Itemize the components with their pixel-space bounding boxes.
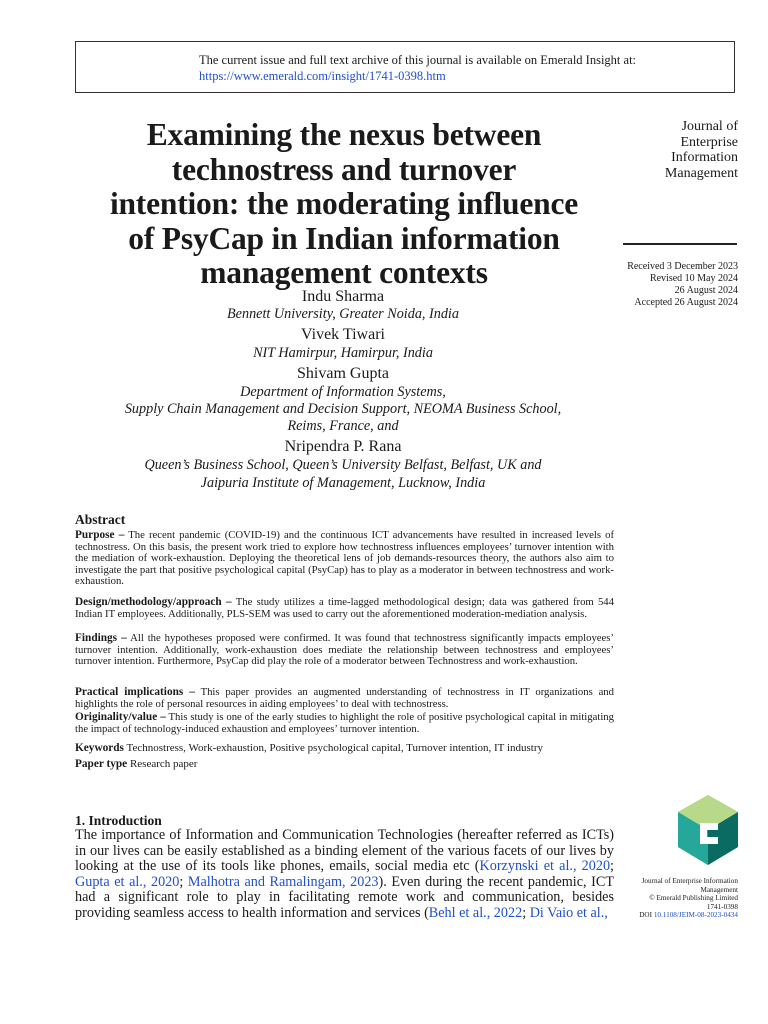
abstract-label: Originality/value – bbox=[75, 711, 166, 723]
date-accepted: Accepted 26 August 2024 bbox=[634, 297, 738, 308]
keywords bbox=[75, 742, 620, 755]
keywords-label: Keywords bbox=[75, 742, 124, 754]
abstract-text: All the hypotheses proposed were confirmed. It was found that technostress significantly impacts employees’ turnover intention. Additionally, work-exhaustion does mediate the relationship between technostress and employees’ turnover intention. Furthermore, PsyCap did play the role of a moderator between Technostress and work-exhaustion. bbox=[75, 632, 614, 668]
keywords-text: Technostress, Work-exhaustion, Positive psychological capital, Turnover intention, IT industry bbox=[126, 742, 544, 754]
intro-sep: ; bbox=[179, 873, 188, 890]
citation-link[interactable]: Gupta et al., 2020 bbox=[75, 873, 180, 890]
abstract-text: This paper provides an augmented understanding of technostress in IT organizations and highlights the role of personal resources in aiding employees’ to deal with technostress. bbox=[75, 686, 614, 710]
intro-sep: ; bbox=[610, 858, 614, 875]
journal-name bbox=[620, 119, 738, 181]
author-name: Vivek Tiwari bbox=[301, 326, 385, 343]
journal-name-line: Management bbox=[664, 165, 738, 181]
abstract-originality bbox=[75, 712, 614, 735]
intro-text: ). Even during the recent pandemic, ICT had a significant role to play in facilitating remote work and communication, besides providing seamless access to health information and services ( bbox=[75, 873, 614, 921]
author-affiliation: NIT Hamirpur, Hamirpur, India bbox=[253, 345, 433, 361]
doi-label: DOI bbox=[639, 911, 653, 920]
author-affiliation: Bennett University, Greater Noida, India bbox=[227, 306, 459, 322]
paper-title bbox=[70, 118, 618, 291]
abstract-label: Findings – bbox=[75, 632, 127, 644]
author-affiliation: Department of Information Systems, bbox=[240, 384, 446, 400]
footer-publisher: © Emerald Publishing Limited bbox=[649, 894, 738, 903]
abstract-purpose bbox=[75, 530, 614, 588]
citation-link[interactable]: Di Vaio et al., bbox=[529, 904, 608, 921]
abstract-design bbox=[75, 597, 614, 620]
abstract-label: Practical implications – bbox=[75, 686, 195, 698]
journal-name-line: Journal of bbox=[681, 119, 738, 134]
introduction-heading: 1. Introduction bbox=[75, 813, 162, 828]
introduction-paragraph bbox=[75, 828, 614, 922]
paper-type bbox=[75, 758, 620, 771]
footer-doi bbox=[596, 911, 738, 920]
author-name: Nripendra P. Rana bbox=[284, 438, 402, 455]
citation-link[interactable]: Behl et al., 2022 bbox=[428, 904, 523, 921]
author-affiliation: Jaipuria Institute of Management, Lucknow, India bbox=[200, 475, 486, 491]
intro-text: The importance of Information and Communication Technologies (hereafter referred as ICTs) in our lives can be easily established as a binding element of the various facets of our lives by looking at the use of its tools like phones, emails, social media etc ( bbox=[75, 827, 614, 875]
journal-name-line: Enterprise bbox=[680, 134, 738, 150]
abstract-findings bbox=[75, 633, 614, 668]
citation-link[interactable]: Malhotra and Ramalingam, 2023 bbox=[187, 873, 379, 890]
title-line: of PsyCap in Indian information bbox=[128, 220, 560, 256]
title-line: technostress and turnover bbox=[171, 151, 517, 187]
journal-name-line: Information bbox=[671, 150, 738, 165]
publication-info bbox=[596, 877, 738, 920]
title-line: Examining the nexus between bbox=[146, 117, 542, 152]
author-affiliation: Supply Chain Management and Decision Support, NEOMA Business School, bbox=[124, 401, 562, 417]
intro-sep: ; bbox=[522, 904, 530, 921]
paper-type-text: Research paper bbox=[129, 758, 198, 770]
abstract-practical bbox=[75, 687, 614, 710]
doi-link[interactable]: 10.1108/JEIM-08-2023-0434 bbox=[653, 911, 738, 920]
date-received: Received 3 December 2023 bbox=[627, 261, 738, 272]
date-revised: Revised 10 May 2024 bbox=[649, 273, 738, 284]
author-name: Indu Sharma bbox=[301, 288, 385, 305]
emerald-logo-icon bbox=[678, 795, 738, 865]
abstract-label: Design/methodology/approach – bbox=[75, 596, 232, 608]
journal-notice-text: The current issue and full text archive of this journal is available on Emerald Insight at: bbox=[199, 53, 637, 67]
title-line: intention: the moderating influence bbox=[109, 186, 579, 221]
citation-link[interactable]: Korzynski et al., 2020 bbox=[479, 858, 611, 875]
journal-archive-link[interactable]: https://www.emerald.com/insight/1741-0398.htm bbox=[199, 69, 446, 83]
abstract-text: The recent pandemic (COVID-19) and the continuous ICT advancements have resulted in increased levels of technostress. On this basis, the present work tried to explore how technostress influences employees’ turnover intention with the mediation of work-exhaustion. Deploying the theoretical lens of job demands-resources theory, the authors also aim to investigate the part that positive psychological capital (PsyCap) has to play as a moderator in between technostress and work-exhaustion. bbox=[75, 529, 615, 588]
submission-dates bbox=[600, 261, 738, 309]
abstract-label: Purpose – bbox=[75, 529, 125, 541]
abstract-heading: Abstract bbox=[75, 512, 126, 527]
footer-journal: Journal of Enterprise Information bbox=[641, 877, 738, 885]
abstract-text: This study is one of the early studies to highlight the role of positive psychological capital in mitigating the impact of technology-induced exhaustion and employees’ turnover intention. bbox=[75, 711, 614, 735]
author-name: Shivam Gupta bbox=[297, 365, 389, 382]
journal-divider bbox=[623, 243, 737, 245]
footer-journal: Management bbox=[700, 885, 738, 894]
date-revised-2: 26 August 2024 bbox=[674, 285, 738, 296]
title-line: management contexts bbox=[200, 255, 488, 290]
author-affiliation: Queen’s Business School, Queen’s University Belfast, Belfast, UK and bbox=[144, 457, 542, 473]
abstract-text: The study utilizes a time-lagged methodological design; data was gathered from 544 Indian IT employees. Additionally, PLS-SEM was used to carry out the aforementioned moderation-mediation analysis. bbox=[75, 596, 614, 620]
footer-issn: 1741-0398 bbox=[706, 902, 738, 911]
author-affiliation: Reims, France, and bbox=[287, 418, 399, 434]
paper-type-label: Paper type bbox=[75, 758, 128, 770]
